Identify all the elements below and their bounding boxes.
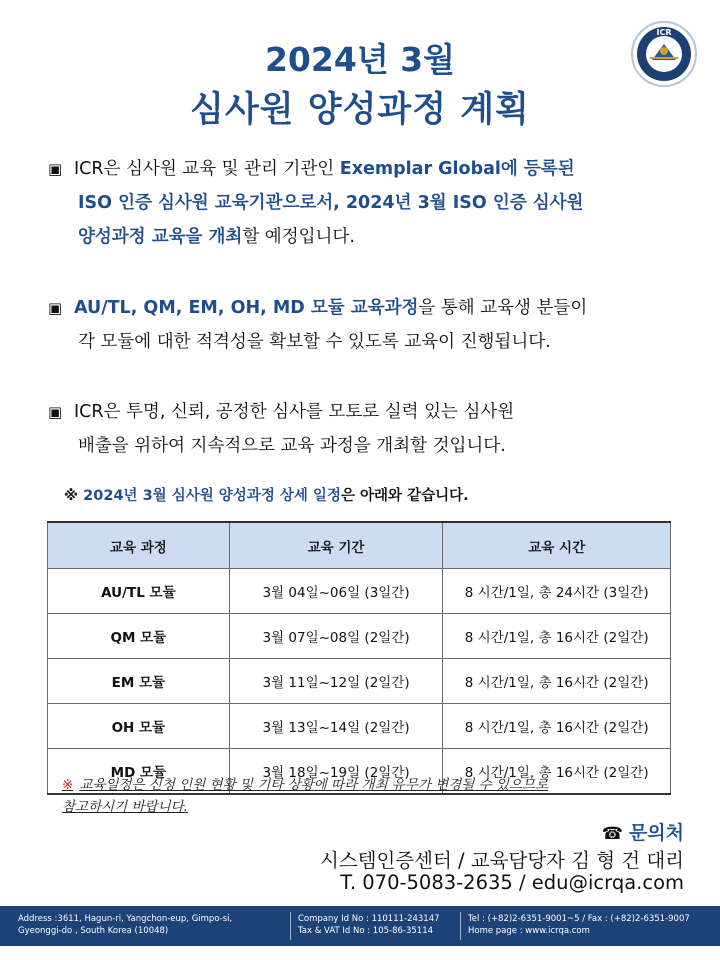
table-row — [48, 614, 671, 659]
tax-id: Tax & VAT Id No : 105-86-35114 — [298, 926, 434, 936]
period-cell: 3월 18일~19일 (2일간) — [229, 749, 443, 795]
contact-heading-text: 문의처 — [628, 822, 684, 844]
note-rest: 은 아래와 같습니다. — [340, 488, 469, 504]
course-cell: MD 모듈 — [48, 749, 230, 795]
period-cell: 3월 07일~08일 (2일간) — [229, 614, 443, 659]
modules-paragraph — [48, 291, 698, 359]
phone-icon: ☎ — [601, 824, 623, 844]
p2-text-a: AU/TL, QM, EM, OH, MD 모듈 교육과정 — [74, 298, 419, 318]
table-row — [48, 659, 671, 704]
tel-fax: Tel : (+82)2-6351-9001~5 / Fax : (+82)2-6351-9007 — [468, 914, 690, 924]
caution-line2: 참고하시기 바랍니다. — [62, 799, 188, 815]
hours-cell: 8 시간/1일, 총 16시간 (2일간) — [443, 749, 671, 795]
p3-text-b: 배출을 위하여 지속적으로 교육 과정을 개최할 것입니다. — [78, 436, 506, 456]
period-cell: 3월 04일~06일 (3일간) — [229, 569, 443, 614]
course-cell: AU/TL 모듈 — [48, 569, 230, 614]
footer-company — [298, 913, 440, 937]
footer-divider — [290, 912, 291, 940]
hours-cell: 8 시간/1일, 총 16시간 (2일간) — [443, 659, 671, 704]
logo-text: ICR — [656, 28, 672, 37]
header-period: 교육 기간 — [229, 522, 443, 569]
address-line1: Address :3611, Hagun-ri, Yangchon-eup, Gimpo-si, — [18, 914, 233, 924]
table-header-row — [48, 522, 671, 569]
footer-address — [18, 913, 232, 937]
p1-text-d: 양성과정 교육을 개최 — [78, 227, 243, 247]
header-hours: 교육 시간 — [443, 522, 671, 569]
p3-text-a: ICR은 투명, 신뢰, 공정한 심사를 모토로 실력 있는 심사원 — [74, 402, 515, 422]
header-course: 교육 과정 — [48, 522, 230, 569]
note-highlight: 2024년 3월 심사원 양성과정 상세 일정 — [83, 488, 341, 504]
course-cell: QM 모듈 — [48, 614, 230, 659]
period-cell: 3월 13일~14일 (2일간) — [229, 704, 443, 749]
page-title-line2: 심사원 양성과정 계획 — [190, 90, 530, 130]
hours-cell: 8 시간/1일, 총 16시간 (2일간) — [443, 704, 671, 749]
contact-heading — [602, 818, 684, 845]
schedule-note — [64, 484, 469, 505]
p1-text-b: Exemplar Global에 등록된 — [339, 159, 575, 179]
contact-person: 시스템인증센터 / 교육담당자 김 형 건 대리 — [320, 849, 684, 872]
caution-line1: 교육일정은 신청 인원 현황 및 기타 상황에 따라 개최 유무가 변경될 수 있으므로 — [79, 777, 549, 793]
note-mark: ※ — [64, 488, 79, 504]
bullet-icon: ▣ — [48, 299, 63, 317]
page-title-line1: 2024년 3월 — [264, 40, 456, 79]
footer-bar — [0, 906, 720, 946]
hours-cell: 8 시간/1일, 총 16시간 (2일간) — [443, 614, 671, 659]
mission-paragraph — [48, 395, 698, 463]
schedule-table — [47, 521, 671, 795]
p1-text-a: ICR은 심사원 교육 및 관리 기관인 — [74, 159, 340, 179]
p2-text-b: 을 통해 교육생 분들이 — [418, 298, 588, 318]
caution-mark: ※ — [62, 777, 74, 793]
bullet-icon: ▣ — [48, 403, 63, 421]
company-id: Company Id No : 110111-243147 — [298, 914, 440, 924]
contact-phone-email: T. 070-5083-2635 / edu@icrqa.com — [340, 871, 684, 894]
table-row — [48, 704, 671, 749]
homepage: Home page : www.icrqa.com — [468, 926, 590, 936]
period-cell: 3월 11일~12일 (2일간) — [229, 659, 443, 704]
bullet-icon: ▣ — [48, 160, 63, 178]
icr-logo — [630, 20, 698, 88]
address-line2: Gyeonggi-do , South Korea (10048) — [18, 926, 169, 936]
hours-cell: 8 시간/1일, 총 24시간 (3일간) — [443, 569, 671, 614]
table-row — [48, 569, 671, 614]
course-cell: EM 모듈 — [48, 659, 230, 704]
schedule-caution — [62, 774, 682, 818]
footer-divider — [460, 912, 461, 940]
intro-paragraph — [48, 152, 698, 254]
p1-text-e: 할 예정입니다. — [242, 227, 355, 247]
footer-contact — [468, 913, 690, 937]
p2-text-c: 각 모듈에 대한 적격성을 확보할 수 있도록 교육이 진행됩니다. — [78, 332, 551, 352]
course-cell: OH 모듈 — [48, 704, 230, 749]
p1-text-c: ISO 인증 심사원 교육기관으로서, 2024년 3월 ISO 인증 심사원 — [78, 193, 584, 213]
